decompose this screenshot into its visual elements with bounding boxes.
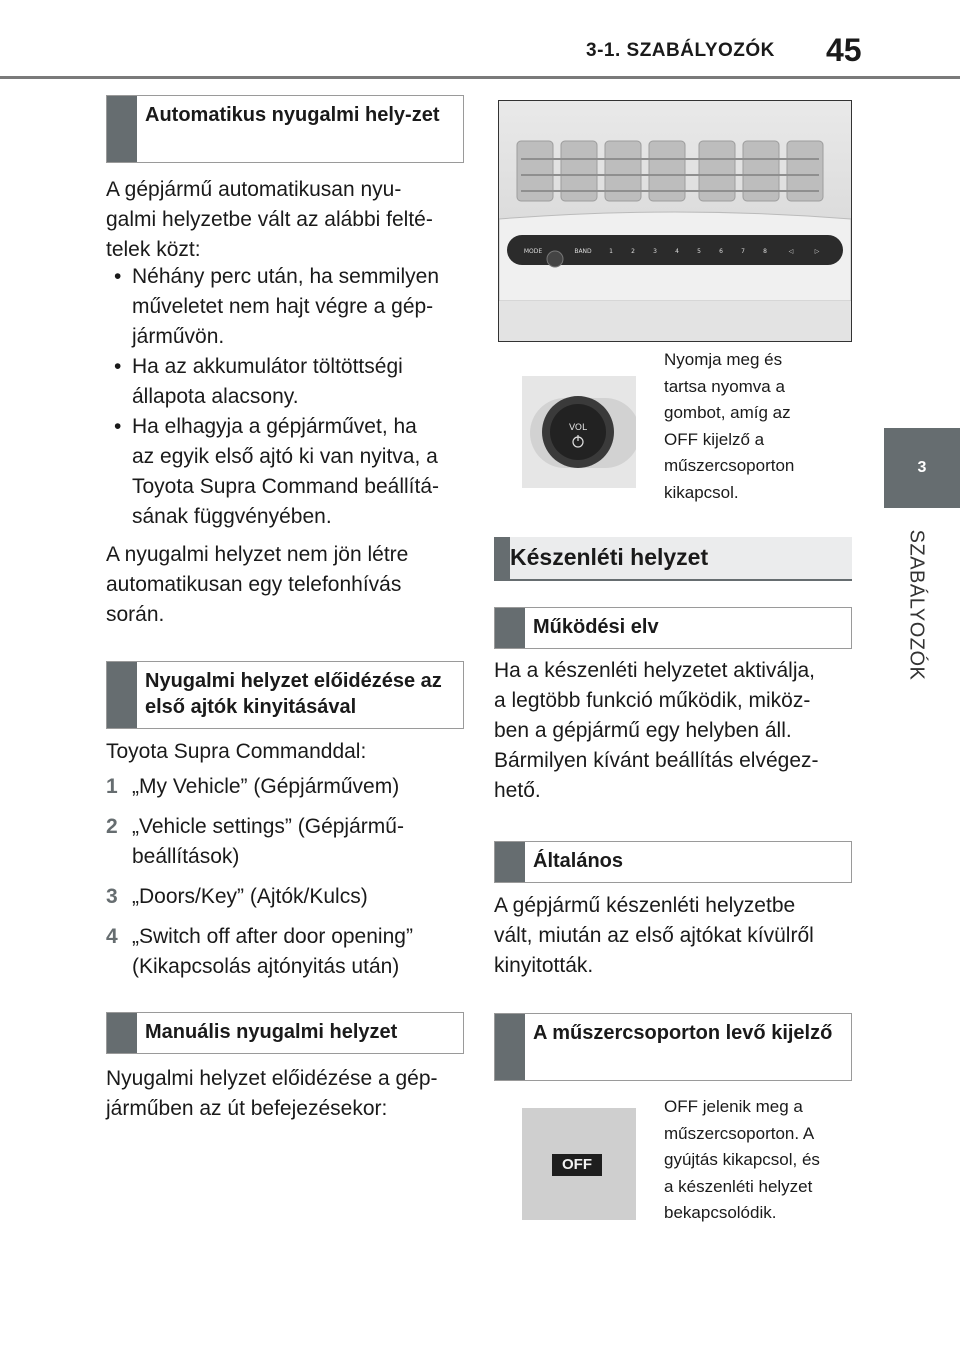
chapter-number: 3 [917, 459, 927, 476]
off-display-image [522, 1108, 636, 1220]
heading-door-idle [106, 661, 464, 729]
list-item: • Ha az akkumulátor töltöttségi állapota alacsony. [106, 352, 468, 412]
vol-knob-image [522, 376, 636, 488]
bullet-list [106, 262, 468, 532]
off-indicator: OFF [552, 1154, 602, 1176]
heading-standby [494, 537, 852, 581]
list-item: • Néhány perc után, ha semmilyen műveletet nem hajt végre a gép- járművön. [106, 262, 468, 352]
svg-text:◁: ◁ [788, 248, 794, 255]
heading-text: A műszercsoporton levő kijelző [533, 1022, 833, 1044]
svg-text:5: 5 [697, 248, 701, 255]
svg-text:VOL: VOL [568, 423, 588, 433]
list-item: • Ha elhagyja a gépjárművet, ha az egyik első ajtó ki van nyitva, a Toyota Supra Command beállítá- sának függvényében. [106, 412, 468, 532]
heading-general [494, 841, 852, 883]
auto-intro: A gépjármű automatikusan nyu- galmi helyzetbe vált az alábbi felté- telek közt: [106, 178, 433, 261]
heading-text: Manuális nyugalmi helyzet [145, 1021, 398, 1043]
vol-caption: Nyomja meg és tartsa nyomva a gombot, amíg az OFF kijelző a műszercsoporton kikapcsol. [664, 350, 795, 502]
manual-text: Nyugalmi helyzet előidézése a gép- járműben az út befejezésekor: [106, 1067, 438, 1120]
principle-text: Ha a készenléti helyzetet aktiválja, a legtöbb funkció működik, miköz- ben a gépjármű egy helyben áll. Bármilyen kívánt beállítás elvégez- hető. [494, 659, 819, 802]
svg-text:7: 7 [741, 248, 745, 255]
radio-panel-illustration [499, 101, 851, 341]
svg-text:MODE: MODE [523, 248, 543, 255]
step-item: 2 „Vehicle settings” (Gépjármű- beállítások) [106, 815, 404, 868]
svg-text:2: 2 [631, 248, 635, 255]
off-caption: OFF jelenik meg a műszercsoporton. A gyújtás kikapcsol, és a készenléti helyzet bekapcsolódik. [664, 1097, 820, 1222]
heading-manual-idle [106, 1012, 464, 1054]
step-item: 3 „Doors/Key” (Ajtók/Kulcs) [106, 885, 368, 908]
header-rule [0, 76, 960, 79]
heading-text: Automatikus nyugalmi hely-zet [145, 104, 440, 126]
heading-text: Készenléti helyzet [510, 544, 709, 570]
vol-knob-illustration [522, 376, 636, 488]
step-item: 4 „Switch off after door opening” (Kikapcsolás ajtónyitás után) [106, 925, 413, 978]
heading-principle [494, 607, 852, 649]
heading-text: Működési elv [533, 616, 659, 638]
svg-text:BAND: BAND [574, 248, 592, 255]
svg-text:6: 6 [719, 248, 723, 255]
svg-text:4: 4 [675, 248, 679, 255]
svg-text:1: 1 [609, 248, 613, 255]
heading-text: Általános [533, 850, 624, 872]
section-title: 3-1. SZABÁLYOZÓK [586, 40, 775, 61]
heading-text: Nyugalmi helyzet előidézése az első ajtók kinyitásával [145, 670, 442, 718]
chapter-label: SZABÁLYOZÓK [905, 529, 928, 681]
svg-text:3: 3 [653, 248, 657, 255]
radio-panel-image [498, 100, 852, 342]
step-list [106, 772, 466, 992]
door-intro: Toyota Supra Commanddal: [106, 740, 367, 763]
general-text: A gépjármű készenléti helyzetbe vált, miután az első ajtókat kívülről kinyitották. [494, 894, 814, 977]
heading-cluster-display [494, 1013, 852, 1081]
svg-text:8: 8 [763, 248, 767, 255]
svg-text:▷: ▷ [814, 248, 820, 255]
heading-automatic-idle [106, 95, 464, 163]
chapter-tab [884, 428, 960, 508]
step-item: 1 „My Vehicle” (Gépjárművem) [106, 775, 400, 798]
page-number: 45 [826, 32, 862, 68]
heading-underline [494, 579, 852, 581]
auto-note: A nyugalmi helyzet nem jön létre automatikusan egy telefonhívás során. [106, 543, 409, 626]
